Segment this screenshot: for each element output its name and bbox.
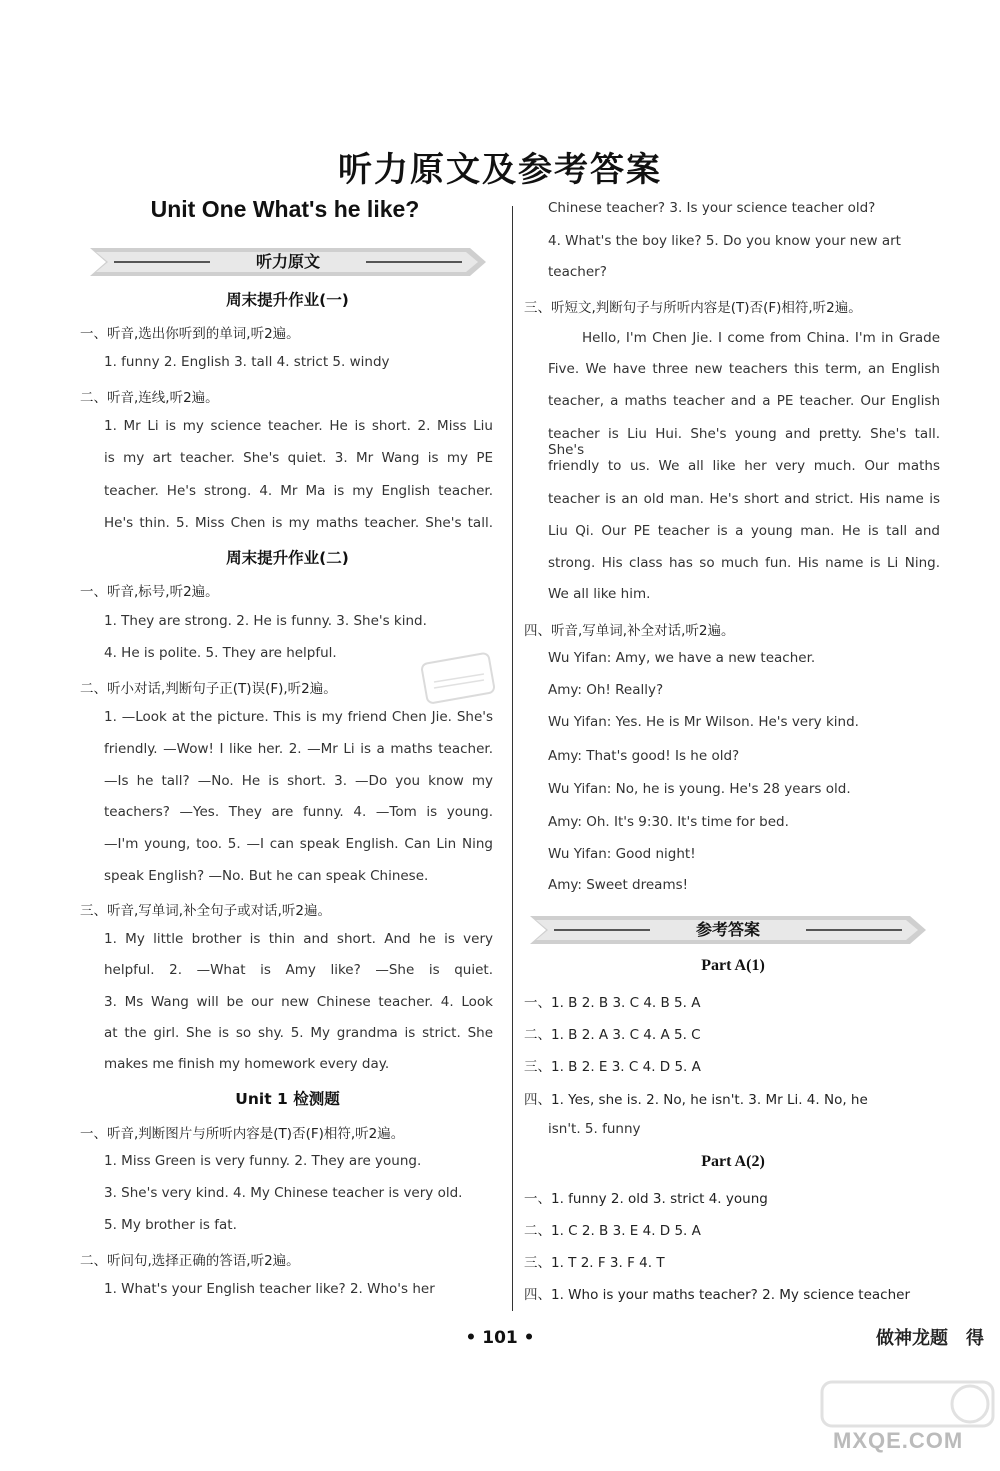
text-line: teacher is Liu Hui. She's young and pretty. She's tall. She's [548, 426, 940, 458]
text-line: Wu Yifan: Good night! [548, 846, 696, 862]
question-instruction: 三、1. B 2. E 3. C 4. D 5. A [524, 1059, 701, 1075]
text-line: Chinese teacher? 3. Is your science teacher old? [548, 200, 876, 216]
section-heading: Part A(2) [701, 1153, 765, 1170]
text-line: 4. He is polite. 5. They are helpful. [104, 645, 337, 661]
question-instruction: 二、听问句,选择正确的答语,听2遍。 [80, 1253, 300, 1269]
question-instruction: 一、听音,选出你听到的单词,听2遍。 [80, 326, 300, 342]
question-instruction: 二、1. B 2. A 3. C 4. A 5. C [524, 1027, 701, 1043]
section-heading: Unit 1 检测题 [235, 1090, 340, 1108]
text-line: 1. Miss Green is very funny. 2. They are young. [104, 1153, 422, 1169]
text-line: isn't. 5. funny [548, 1121, 641, 1137]
text-line: Amy: Oh. It's 9:30. It's time for bed. [548, 814, 789, 830]
text-line: teacher? [548, 264, 607, 280]
question-instruction: 二、听小对话,判断句子正(T)误(F),听2遍。 [80, 681, 337, 697]
text-line: He's thin. 5. Miss Chen is my maths teacher. She's tall. [104, 515, 493, 531]
text-line: strong. His class has so much fun. His name is Li Ning. [548, 555, 940, 571]
question-instruction: 四、听音,写单词,补全对话,听2遍。 [524, 623, 735, 639]
text-line: Five. We have three new teachers this term, an English [548, 361, 940, 377]
text-line: Wu Yifan: Yes. He is Mr Wilson. He's very kind. [548, 714, 859, 730]
listening-script-banner [90, 244, 486, 280]
site-url-watermark: MXQE.COM [833, 1428, 964, 1453]
text-line: 4. What's the boy like? 5. Do you know your new art [548, 233, 901, 249]
text-line: makes me finish my homework every day. [104, 1056, 390, 1072]
text-line: 1. My little brother is thin and short. And he is very [104, 931, 493, 947]
text-line: We all like him. [548, 586, 651, 602]
question-instruction: 三、听音,写单词,补全句子或对话,听2遍。 [80, 903, 331, 919]
text-line: 1. —Look at the picture. This is my friend Chen Jie. She's [104, 709, 493, 725]
text-line: speak English? —No. But he can speak Chinese. [104, 868, 429, 884]
text-line: friendly. —Wow! I like her. 2. —Mr Li is a maths teacher. [104, 741, 493, 757]
text-line: Amy: Sweet dreams! [548, 877, 689, 893]
text-line: teacher, a maths teacher and a PE teacher. Our English [548, 393, 940, 409]
stamp-watermark [420, 652, 498, 704]
section-heading: 周末提升作业(一) [226, 291, 349, 309]
text-line: 1. funny 2. English 3. tall 4. strict 5. windy [104, 354, 390, 370]
text-line: at the girl. She is so shy. 5. My grandma is strict. She [104, 1025, 493, 1041]
site-logo-watermark [820, 1380, 995, 1428]
text-line: Wu Yifan: Amy, we have a new teacher. [548, 650, 816, 666]
text-line: Amy: That's good! Is he old? [548, 748, 740, 764]
text-line: 5. My brother is fat. [104, 1217, 237, 1233]
question-instruction: 一、1. funny 2. old 3. strict 4. young [524, 1191, 768, 1207]
question-instruction: 四、1. Yes, she is. 2. No, he isn't. 3. Mr Li. 4. No, he [524, 1092, 868, 1108]
section-heading: Part A(1) [701, 957, 765, 974]
question-instruction: 二、1. C 2. B 3. E 4. D 5. A [524, 1223, 701, 1239]
question-instruction: 三、1. T 2. F 3. F 4. T [524, 1255, 665, 1271]
unit-title: Unit One What's he like? [150, 196, 420, 222]
text-line: Amy: Oh! Really? [548, 682, 664, 698]
page-number: • 101 • [465, 1328, 535, 1348]
question-instruction: 一、1. B 2. B 3. C 4. B 5. A [524, 995, 701, 1011]
text-line: —Is he tall? —No. He is short. 3. —Do you know my [104, 773, 493, 789]
text-line: Liu Qi. Our PE teacher is a young man. He is tall and [548, 523, 940, 539]
question-instruction: 一、听音,标号,听2遍。 [80, 584, 219, 600]
text-line: friendly to us. We all like her very much. Our maths [548, 458, 940, 474]
text-line: is my art teacher. She's quiet. 3. Mr Wang is my PE [104, 450, 493, 466]
column-divider [512, 206, 513, 1311]
text-line: —I'm young, too. 5. —I can speak English. Can Lin Ning [104, 836, 493, 852]
banner-label: 听力原文 [255, 252, 320, 271]
text-line: helpful. 2. —What is Amy like? —She is quiet. [104, 962, 493, 978]
text-line: 3. Ms Wang will be our new Chinese teacher. 4. Look [104, 994, 493, 1010]
banner-label: 参考答案 [695, 920, 760, 939]
text-line: teacher is an old man. He's short and strict. His name is [548, 491, 940, 507]
question-instruction: 四、1. Who is your maths teacher? 2. My science teacher [524, 1287, 911, 1303]
text-line: teachers? —Yes. They are funny. 4. —Tom is young. [104, 804, 493, 820]
text-line: teacher. He's strong. 4. Mr Ma is my English teacher. [104, 483, 493, 499]
question-instruction: 二、听音,连线,听2遍。 [80, 390, 219, 406]
text-line: Wu Yifan: No, he is young. He's 28 years old. [548, 781, 851, 797]
page-title: 听力原文及参考答案 [338, 150, 662, 190]
answer-key-banner [530, 912, 926, 948]
publisher-brand: 做神龙题 得 [876, 1328, 984, 1349]
text-line: 1. What's your English teacher like? 2. Who's her [104, 1281, 435, 1297]
question-instruction: 三、听短文,判断句子与所听内容是(T)否(F)相符,听2遍。 [524, 300, 862, 316]
text-line: 1. Mr Li is my science teacher. He is short. 2. Miss Liu [104, 418, 493, 434]
section-heading: 周末提升作业(二) [226, 549, 349, 567]
text-line: Hello, I'm Chen Jie. I come from China. I'm in Grade [582, 330, 940, 346]
text-line: 3. She's very kind. 4. My Chinese teacher is very old. [104, 1185, 463, 1201]
question-instruction: 一、听音,判断图片与所听内容是(T)否(F)相符,听2遍。 [80, 1126, 405, 1142]
text-line: 1. They are strong. 2. He is funny. 3. She's kind. [104, 613, 427, 629]
